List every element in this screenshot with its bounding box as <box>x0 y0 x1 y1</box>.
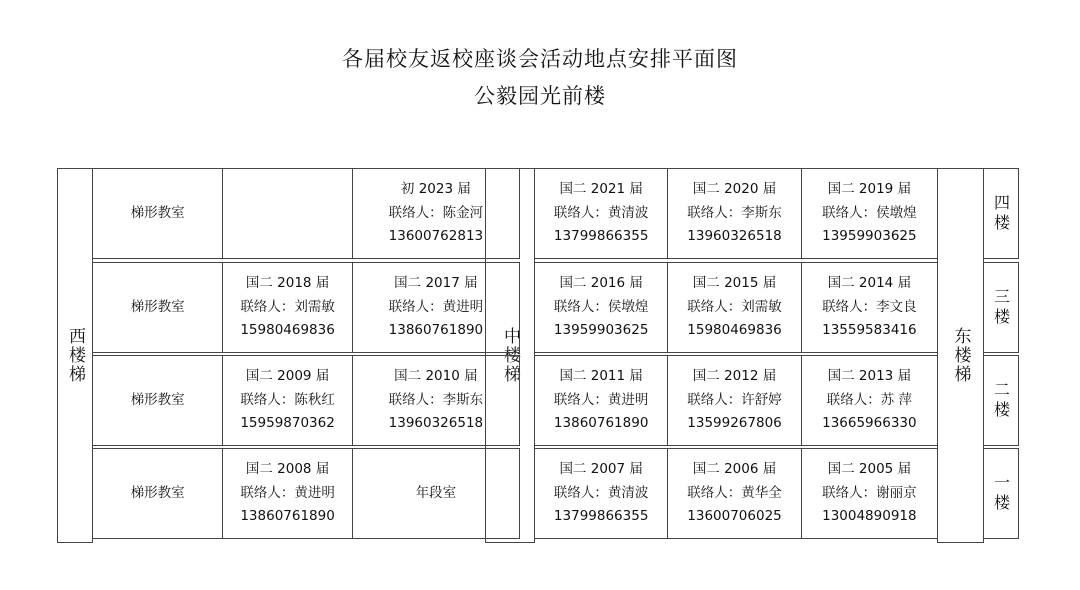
contact-line <box>822 202 917 226</box>
room-cell <box>668 449 801 538</box>
contact-name: 黄华全 <box>741 484 782 501</box>
room-cell <box>535 263 668 352</box>
contact-phone: 13960326518 <box>687 228 782 245</box>
contact-line <box>240 296 335 320</box>
contact-name: 李文良 <box>876 298 917 315</box>
contact-line <box>554 482 649 506</box>
contact-prefix: 联络人： <box>687 204 742 221</box>
contact-phone: 13665966330 <box>822 415 917 432</box>
floor-label <box>983 168 1019 259</box>
contact-line <box>389 296 484 320</box>
contact-prefix: 联络人： <box>822 298 877 315</box>
contact-line <box>554 389 649 413</box>
contact-prefix: 联络人： <box>240 484 295 501</box>
contact-name: 李斯东 <box>741 204 782 221</box>
room-cell <box>802 263 937 352</box>
class-year: 国二 2015 届 <box>692 275 777 292</box>
contact-prefix: 联络人： <box>826 391 881 408</box>
contact-phone: 13799866355 <box>553 508 649 525</box>
contact-prefix: 联络人： <box>553 484 608 501</box>
room-cell <box>802 449 937 538</box>
class-year: 国二 2016 届 <box>559 275 643 292</box>
contact-name: 黄进明 <box>442 298 484 315</box>
room-cell <box>802 169 937 258</box>
contact-prefix: 联络人： <box>687 484 742 501</box>
contact-phone: 13860761890 <box>240 508 335 525</box>
west-wing-row <box>92 168 520 259</box>
room-cell <box>223 449 352 538</box>
floor-label <box>983 448 1019 539</box>
contact-line <box>687 202 782 226</box>
contact-line <box>822 296 917 320</box>
contact-name: 许舒婷 <box>741 391 782 408</box>
contact-phone: 15959870362 <box>240 415 335 432</box>
middle-stairs-label: 中楼梯 <box>500 327 520 384</box>
class-year: 国二 2017 届 <box>394 275 478 292</box>
contact-name: 侯墩煌 <box>876 204 917 221</box>
west-wing-row <box>92 448 520 539</box>
class-year: 国二 2006 届 <box>692 461 777 478</box>
contact-name: 陈金河 <box>442 204 484 221</box>
contact-phone: 13559583416 <box>822 322 917 339</box>
class-year: 国二 2007 届 <box>559 461 643 478</box>
contact-phone: 13600762813 <box>388 228 484 245</box>
classroom-label: 梯形教室 <box>130 391 185 408</box>
contact-phone: 13960326518 <box>388 415 484 432</box>
room-cell <box>535 169 668 258</box>
contact-line <box>240 482 335 506</box>
room-cell <box>353 169 519 258</box>
contact-prefix: 联络人： <box>553 391 608 408</box>
floor-label <box>983 262 1019 353</box>
class-year: 初 2023 届 <box>400 181 471 198</box>
contact-phone: 15980469836 <box>240 322 335 339</box>
class-year: 国二 2009 届 <box>245 368 330 385</box>
west-wing-row <box>92 355 520 446</box>
class-year: 国二 2014 届 <box>827 275 912 292</box>
room-label: 年段室 <box>415 484 457 501</box>
class-year: 国二 2012 届 <box>692 368 777 385</box>
room-cell <box>535 356 668 445</box>
contact-prefix: 联络人： <box>388 204 443 221</box>
contact-line <box>827 389 912 413</box>
contact-name: 黄清波 <box>607 484 649 501</box>
east-wing-row <box>534 355 938 446</box>
class-year: 国二 2008 届 <box>245 461 330 478</box>
contact-line <box>554 202 649 226</box>
contact-prefix: 联络人： <box>388 391 443 408</box>
east-wing-row <box>534 262 938 353</box>
contact-prefix: 联络人： <box>822 204 877 221</box>
contact-prefix: 联络人： <box>687 391 742 408</box>
room-cell <box>668 263 801 352</box>
contact-name: 黄进明 <box>607 391 649 408</box>
contact-phone: 13600706025 <box>687 508 782 525</box>
room-cell <box>353 263 519 352</box>
east-wing-row <box>534 168 938 259</box>
class-year: 国二 2019 届 <box>827 181 912 198</box>
contact-name: 侯墩煌 <box>607 298 649 315</box>
contact-line <box>554 296 649 320</box>
contact-name: 苏 萍 <box>880 391 912 408</box>
plan-title: 各届校友返校座谈会活动地点安排平面图 <box>342 47 738 71</box>
contact-prefix: 联络人： <box>553 204 608 221</box>
contact-prefix: 联络人： <box>240 298 295 315</box>
contact-prefix: 联络人： <box>240 391 295 408</box>
contact-line <box>687 296 782 320</box>
contact-phone: 13860761890 <box>388 322 484 339</box>
classroom-label: 梯形教室 <box>130 204 185 221</box>
floor-label-text: 二楼 <box>991 380 1011 421</box>
room-cell <box>802 356 937 445</box>
classroom-cell <box>93 356 223 445</box>
classroom-cell <box>93 263 223 352</box>
floor-label-text: 四楼 <box>991 193 1011 234</box>
contact-phone: 13959903625 <box>553 322 649 339</box>
class-year: 国二 2013 届 <box>827 368 912 385</box>
contact-name: 黄清波 <box>607 204 649 221</box>
contact-phone: 15980469836 <box>687 322 782 339</box>
class-year: 国二 2011 届 <box>559 368 643 385</box>
contact-phone: 13959903625 <box>822 228 917 245</box>
contact-line <box>822 482 917 506</box>
contact-prefix: 联络人： <box>388 298 443 315</box>
room-cell <box>668 356 801 445</box>
floor-label-text: 三楼 <box>991 287 1011 328</box>
room-cell <box>353 356 519 445</box>
contact-prefix: 联络人： <box>553 298 608 315</box>
building-name: 公毅园光前楼 <box>474 84 606 108</box>
contact-name: 刘需敏 <box>741 298 782 315</box>
class-year: 国二 2005 届 <box>827 461 912 478</box>
contact-prefix: 联络人： <box>687 298 742 315</box>
contact-name: 陈秋红 <box>294 391 335 408</box>
room-cell <box>223 169 352 258</box>
room-cell <box>353 449 519 538</box>
classroom-label: 梯形教室 <box>130 298 185 315</box>
contact-name: 谢丽京 <box>876 484 917 501</box>
contact-line <box>687 389 782 413</box>
class-year: 国二 2020 届 <box>692 181 777 198</box>
west-wing-row <box>92 262 520 353</box>
contact-prefix: 联络人： <box>822 484 877 501</box>
west-stairs <box>57 168 93 543</box>
east-stairs-label: 东楼梯 <box>950 327 971 384</box>
contact-phone: 13599267806 <box>687 415 782 432</box>
contact-name: 黄进明 <box>294 484 335 501</box>
classroom-cell <box>93 449 223 538</box>
room-cell <box>668 169 801 258</box>
west-stairs-label: 西楼梯 <box>65 327 85 384</box>
contact-line <box>240 389 335 413</box>
classroom-label: 梯形教室 <box>130 484 185 501</box>
contact-line <box>389 202 484 226</box>
floor-label <box>983 355 1019 446</box>
east-wing-row <box>534 448 938 539</box>
classroom-cell <box>93 169 223 258</box>
contact-name: 李斯东 <box>442 391 484 408</box>
contact-phone: 13004890918 <box>822 508 917 525</box>
room-cell <box>223 263 352 352</box>
east-stairs <box>937 168 984 543</box>
contact-line <box>389 389 484 413</box>
contact-name: 刘需敏 <box>294 298 335 315</box>
class-year: 国二 2018 届 <box>245 275 330 292</box>
room-cell <box>223 356 352 445</box>
contact-line <box>687 482 782 506</box>
class-year: 国二 2021 届 <box>559 181 643 198</box>
contact-phone: 13799866355 <box>553 228 649 245</box>
contact-phone: 13860761890 <box>553 415 649 432</box>
floor-label-text: 一楼 <box>991 473 1011 514</box>
room-cell <box>535 449 668 538</box>
class-year: 国二 2010 届 <box>394 368 478 385</box>
